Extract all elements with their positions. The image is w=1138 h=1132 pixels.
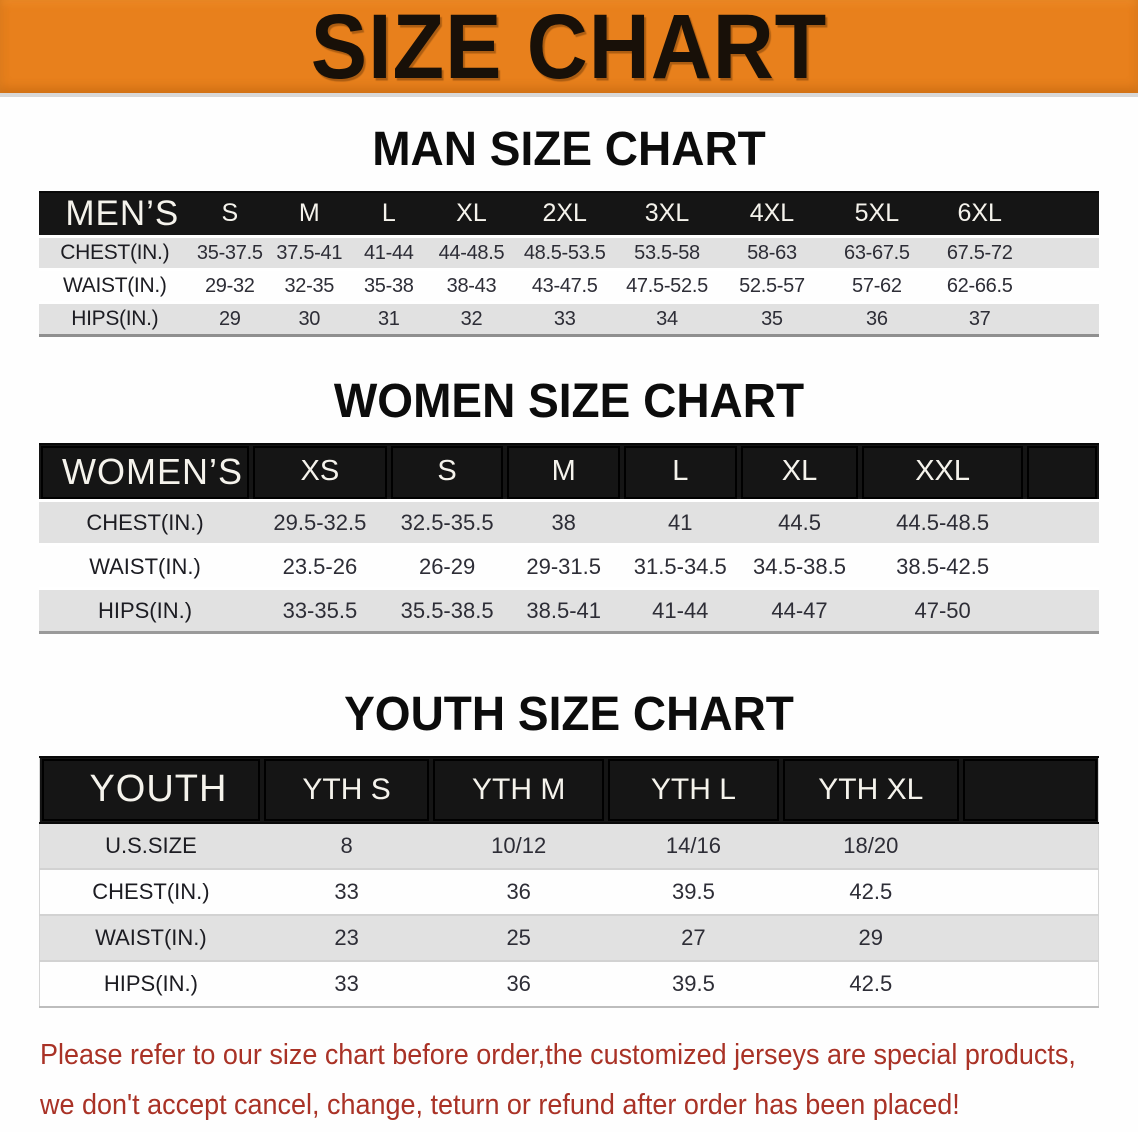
size-value-cell: 57-62 bbox=[852, 274, 902, 297]
youth-size-table bbox=[39, 756, 1099, 1008]
size-value-cell: 52.5-57 bbox=[739, 274, 805, 297]
size-value-cell: 29 bbox=[858, 924, 884, 950]
spacer-cell bbox=[961, 823, 1099, 869]
spacer-cell bbox=[961, 915, 1099, 961]
size-value-cell: 44-48.5 bbox=[438, 241, 505, 264]
youth-header-row bbox=[40, 757, 1099, 823]
size-col-header: XL bbox=[428, 192, 515, 237]
size-value-cell: 32 bbox=[460, 307, 483, 330]
size-value-cell: 34 bbox=[656, 307, 678, 330]
size-value-cell: 32-35 bbox=[284, 274, 335, 297]
size-value-cell: 25 bbox=[506, 924, 531, 950]
size-value-cell: 41 bbox=[668, 509, 693, 535]
size-value-cell: 8 bbox=[340, 832, 353, 858]
row-label: CHEST(IN.) bbox=[60, 241, 170, 265]
size-value-cell: 41-44 bbox=[652, 597, 709, 623]
size-col-header: XL bbox=[739, 444, 861, 501]
size-value-cell: 31 bbox=[377, 307, 400, 330]
size-col-header: 4XL bbox=[719, 192, 824, 237]
disclaimer-note bbox=[40, 1030, 1138, 1130]
size-value-cell: 31.5-34.5 bbox=[633, 553, 727, 579]
row-label: WAIST(IN.) bbox=[89, 553, 201, 579]
size-value-cell: 47.5-52.5 bbox=[626, 274, 708, 297]
row-label: CHEST(IN.) bbox=[92, 878, 210, 904]
disclaimer-line-1: Please refer to our size chart before order,the customized jerseys are special products, bbox=[40, 1038, 1076, 1071]
row-label: WAIST(IN.) bbox=[95, 924, 207, 950]
size-value-cell: 42.5 bbox=[849, 878, 893, 904]
size-col-header: 6XL bbox=[929, 192, 1030, 237]
youth-waist-row bbox=[40, 915, 1099, 961]
size-value-cell: 35-38 bbox=[363, 274, 414, 297]
size-value-cell: 41-44 bbox=[363, 241, 414, 264]
size-col-header: S bbox=[389, 444, 506, 501]
size-value-cell: 36 bbox=[506, 878, 531, 904]
size-col-header: M bbox=[269, 192, 350, 237]
size-value-cell: 33-35.5 bbox=[282, 597, 358, 623]
women-chest-row bbox=[39, 501, 1099, 545]
size-value-cell: 48.5-53.5 bbox=[523, 241, 606, 264]
spacer-cell bbox=[1025, 589, 1099, 633]
spacer-cell bbox=[1025, 501, 1099, 545]
size-value-cell: 36 bbox=[506, 970, 531, 996]
size-col-header: M bbox=[505, 444, 622, 501]
youth-corner-label: YOUTH bbox=[40, 757, 262, 823]
size-value-cell: 58-63 bbox=[747, 241, 797, 264]
size-col-header: YTH M bbox=[431, 757, 606, 823]
women-section-heading: WOMEN SIZE CHART bbox=[333, 372, 805, 428]
size-col-header: L bbox=[622, 444, 739, 501]
size-value-cell: 29-31.5 bbox=[526, 553, 601, 579]
size-value-cell: 38.5-42.5 bbox=[896, 553, 990, 579]
row-label: WAIST(IN.) bbox=[63, 274, 167, 298]
size-value-cell: 44.5-48.5 bbox=[896, 509, 990, 535]
women-size-table bbox=[39, 443, 1099, 635]
spacer-cell bbox=[1030, 270, 1099, 303]
size-value-cell: 26-29 bbox=[418, 553, 476, 579]
size-col-header: L bbox=[350, 192, 428, 237]
size-value-cell: 14/16 bbox=[665, 832, 721, 858]
women-waist-row bbox=[39, 545, 1099, 589]
size-value-cell: 67.5-72 bbox=[946, 241, 1013, 264]
spacer-cell bbox=[1030, 192, 1099, 237]
size-value-cell: 42.5 bbox=[849, 970, 893, 996]
size-value-cell: 34.5-38.5 bbox=[753, 553, 846, 579]
size-value-cell: 10/12 bbox=[491, 832, 547, 858]
size-value-cell: 30 bbox=[298, 307, 321, 330]
size-value-cell: 62-66.5 bbox=[946, 274, 1013, 297]
size-value-cell: 37 bbox=[968, 307, 991, 330]
spacer-cell bbox=[1025, 444, 1099, 501]
man-header-row bbox=[39, 192, 1099, 237]
size-value-cell: 32.5-35.5 bbox=[400, 509, 494, 535]
youth-hips-row bbox=[40, 961, 1099, 1007]
size-value-cell: 18/20 bbox=[843, 832, 899, 858]
size-col-header: XS bbox=[251, 444, 389, 501]
size-value-cell: 27 bbox=[681, 924, 706, 950]
women-corner-label: WOMEN’S bbox=[39, 444, 251, 501]
youth-ussize-row bbox=[40, 823, 1099, 869]
size-value-cell: 38-43 bbox=[446, 274, 497, 297]
size-value-cell: 23.5-26 bbox=[282, 553, 358, 579]
size-value-cell: 36 bbox=[866, 307, 888, 330]
size-value-cell: 29.5-32.5 bbox=[273, 509, 367, 535]
row-label: U.S.SIZE bbox=[105, 832, 197, 858]
man-corner-label: MEN’S bbox=[39, 192, 191, 237]
spacer-cell bbox=[1030, 303, 1099, 336]
size-value-cell: 35-37.5 bbox=[196, 241, 263, 264]
size-value-cell: 35.5-38.5 bbox=[400, 597, 494, 623]
size-value-cell: 43-47.5 bbox=[531, 274, 598, 297]
spacer-cell bbox=[961, 961, 1099, 1007]
size-col-header: YTH L bbox=[606, 757, 781, 823]
youth-chest-row bbox=[40, 869, 1099, 915]
man-section-heading: MAN SIZE CHART bbox=[372, 120, 766, 176]
size-col-header: XXL bbox=[860, 444, 1024, 501]
row-label: HIPS(IN.) bbox=[103, 970, 198, 996]
size-col-header: S bbox=[191, 192, 269, 237]
spacer-cell bbox=[961, 757, 1099, 823]
size-value-cell: 38 bbox=[551, 509, 576, 535]
size-value-cell: 39.5 bbox=[672, 970, 715, 996]
size-value-cell: 33 bbox=[334, 970, 359, 996]
size-value-cell: 53.5-58 bbox=[634, 241, 700, 264]
size-value-cell: 44.5 bbox=[778, 509, 821, 535]
size-value-cell: 44-47 bbox=[771, 597, 828, 623]
spacer-cell bbox=[1030, 237, 1099, 270]
man-size-table bbox=[39, 191, 1099, 338]
size-value-cell: 47-50 bbox=[914, 597, 971, 623]
size-value-cell: 35 bbox=[761, 307, 783, 330]
disclaimer-line-2: we don't accept cancel, change, teturn or refund after order has been placed! bbox=[40, 1088, 960, 1121]
banner-title: SIZE CHART bbox=[310, 0, 828, 98]
size-value-cell: 37.5-41 bbox=[276, 241, 343, 264]
size-value-cell: 63-67.5 bbox=[844, 241, 910, 264]
size-value-cell: 29 bbox=[218, 307, 241, 330]
youth-section-heading: YOUTH SIZE CHART bbox=[344, 685, 794, 741]
row-label: CHEST(IN.) bbox=[86, 509, 204, 535]
size-value-cell: 38.5-41 bbox=[526, 597, 601, 623]
size-col-header: YTH S bbox=[262, 757, 431, 823]
size-col-header: 3XL bbox=[615, 192, 720, 237]
man-waist-row bbox=[39, 270, 1099, 303]
size-value-cell: 33 bbox=[334, 878, 359, 904]
size-col-header: 2XL bbox=[515, 192, 615, 237]
spacer-cell bbox=[1025, 545, 1099, 589]
size-value-cell: 29-32 bbox=[204, 274, 255, 297]
size-col-header: YTH XL bbox=[781, 757, 961, 823]
row-label: HIPS(IN.) bbox=[71, 307, 159, 331]
man-chest-row bbox=[39, 237, 1099, 270]
size-value-cell: 33 bbox=[553, 307, 576, 330]
row-label: HIPS(IN.) bbox=[97, 597, 193, 623]
size-col-header: 5XL bbox=[824, 192, 929, 237]
women-hips-row bbox=[39, 589, 1099, 633]
size-chart-banner bbox=[0, 0, 1138, 97]
size-value-cell: 39.5 bbox=[672, 878, 715, 904]
spacer-cell bbox=[961, 869, 1099, 915]
size-value-cell: 23 bbox=[334, 924, 359, 950]
man-hips-row bbox=[39, 303, 1099, 336]
women-header-row bbox=[39, 444, 1099, 501]
